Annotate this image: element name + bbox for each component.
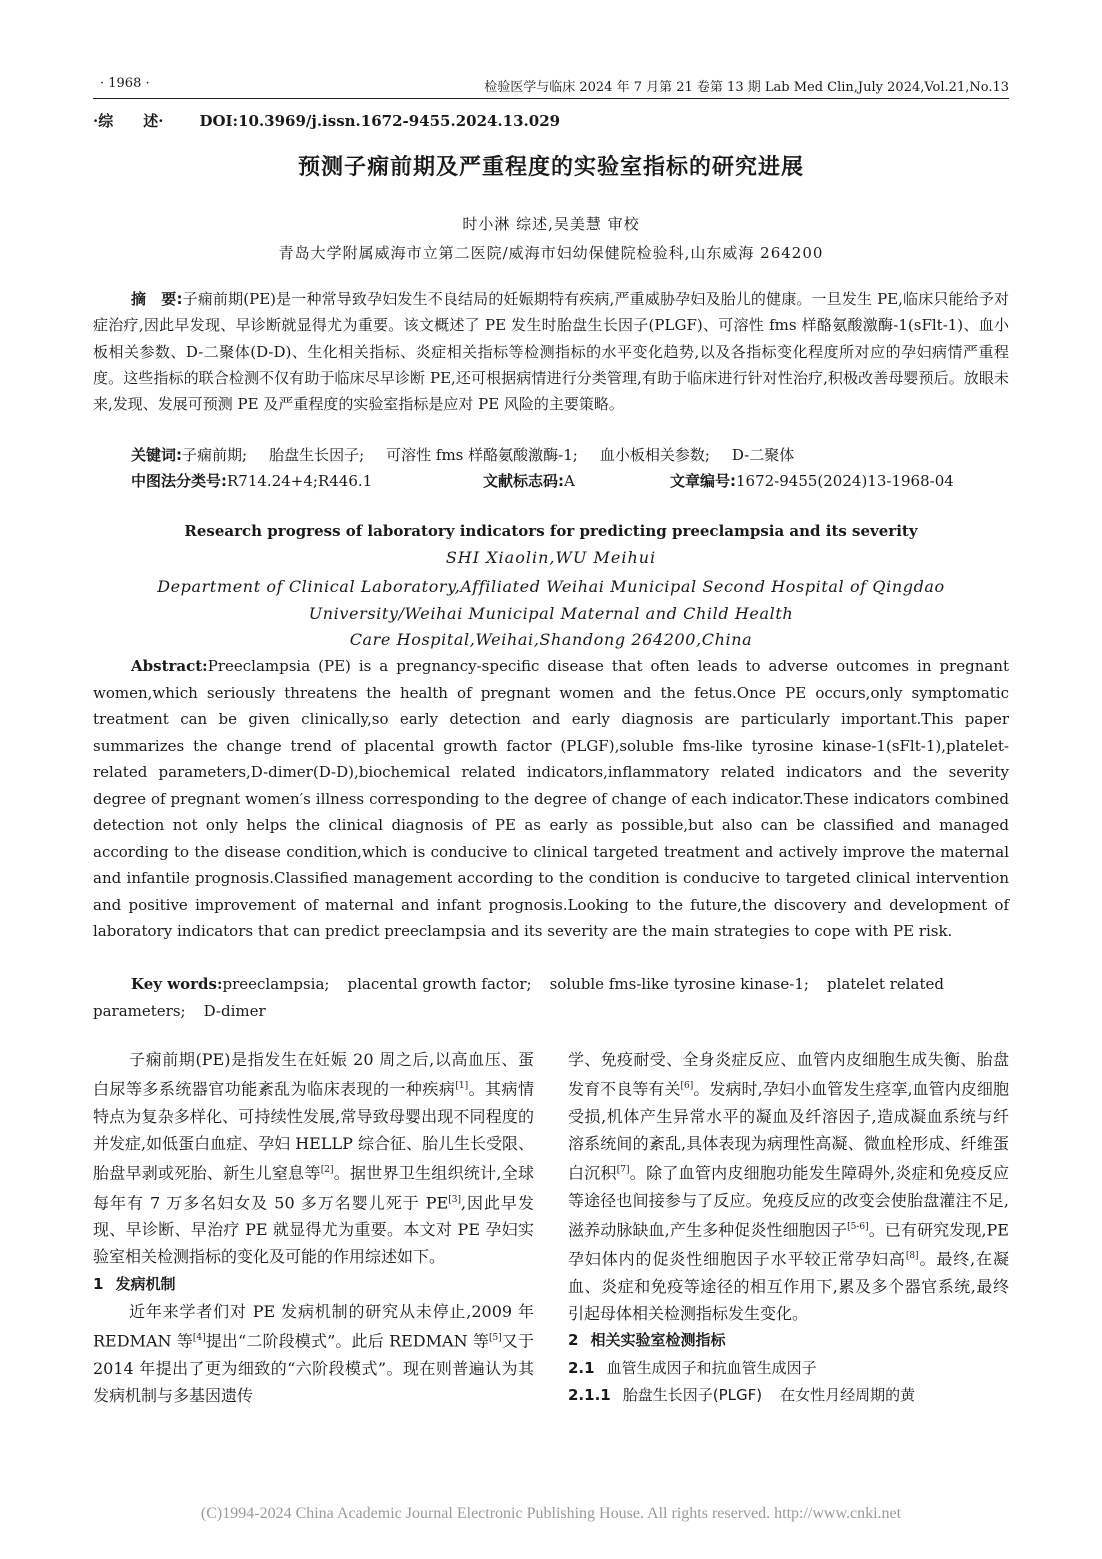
text-run: 。已有研究发现,PE 孕妇体内的促炎性细胞因子水平较正常孕妇高 [568,1220,1009,1269]
heading-text: 发病机制 [115,1274,176,1293]
heading-text: 血管生成因子和抗血管生成因子 [606,1358,817,1377]
abstract-cn-label: 摘 要: [131,290,183,308]
paragraph-start: 在女性月经周期的黄 [780,1385,916,1404]
citation: [2] [320,1165,334,1176]
keyword-cn: 子痫前期; [182,446,248,464]
heading-number: 1 [93,1274,104,1293]
section-line [93,110,560,131]
art-value: 1672-9455(2024)13-1968-04 [736,472,954,490]
copyright-footer: (C)1994-2024 China Academic Journal Electronic Publishing House. All rights reserved. http://www.cnki.net [200,1505,902,1522]
article-number [670,470,954,491]
text-run: 近年来学者们对 PE 发病机制的研究从未停止,2009 年 REDMAN 等 [93,1301,534,1351]
body-column-left [93,1046,534,1409]
english-affiliation [0,574,1102,654]
subsection-heading-2-1 [568,1355,1009,1382]
citation: [8] [905,1251,919,1262]
citation: [1] [455,1081,469,1092]
section-heading-2 [568,1327,1009,1354]
keyword-en: platelet related parameters; [93,975,944,1020]
text-run: 。发病时,孕妇小血管发生痉挛,血管内皮细胞受损,机体产生异常水平的凝血及纤溶因子,造成凝血系统与纤溶系统间的紊乱,具体表现为病理性高凝、微血栓形成、纤维蛋白沉积 [568,1079,1009,1183]
clc-number [131,470,372,491]
heading-number: 2 [568,1331,579,1350]
keyword-en: soluble fms-like tyrosine kinase-1; [549,975,809,993]
subsection-heading-2-1-1 [568,1382,1009,1409]
citation: [7] [616,1165,630,1176]
keywords-cn-label: 关键词: [131,446,182,464]
keyword-en: preeclampsia; [222,975,330,993]
keywords-en-label: Key words: [131,975,223,993]
text-run: 提出“二阶段模式”。此后 REDMAN 等 [205,1331,489,1351]
abstract-cn [93,286,1009,417]
abstract-cn-text: 子痫前期(PE)是一种常导致孕妇发生不良结局的妊娠期特有疾病,严重威胁孕妇及胎儿的健康。一旦发生 PE,临床只能给予对症治疗,因此早发现、早诊断就显得尤为重要。该文概述了 PE 发生时胎盘生长因子(PLGF)、可溶性 fms 样酪氨酸激酶-1(sFlt-1)、血小板相关参数、D-二聚体(D-D)、生化相关指标、炎症相关指标等检测指标的水平变化趋势,以及各指标变化程度所对应的孕妇病情严重程度。这些指标的联合检测不仅有助于临床尽早诊断 PE,还可根据病情进行分类管理,有助于临床进行针对性治疗,积极改善母婴预后。放眼未来,发现、发展可预测 PE 及严重程度的实验室指标是应对 PE 风险的主要策略。 [93,290,1009,414]
text-run: 子痫前期(PE)是指发生在妊娠 20 周之后,以高血压、蛋白尿等多系统器官功能紊乱为临床表现的一种疾病 [93,1050,534,1099]
heading-number: 2.1.1 [568,1385,611,1404]
clc-value: R714.24+4;R446.1 [227,472,373,490]
citation: [3] [448,1194,461,1205]
intro-paragraph [93,1046,534,1271]
affiliation: 青岛大学附属威海市立第二医院/威海市妇幼保健院检验科,山东威海 264200 [278,244,824,262]
body-column-right [568,1046,1009,1409]
citation: [4] [192,1333,206,1344]
text-run: 。最终,在凝血、炎症和免疫等途径的相互作用下,累及多个器官系统,最终引起母体相关检测指标发生变化。 [568,1249,1009,1324]
document-code [483,470,575,491]
citation: [5-6] [847,1221,869,1232]
keyword-en: placental growth factor; [347,975,532,993]
text-run: ,因此早发现、早诊断、早治疗 PE 就显得尤为重要。本文对 PE 孕妇实验室相关检测指标的变化及可能的作用综述如下。 [93,1193,534,1267]
text-run: 。其病情特点为复杂多样化、可持续性发展,常导致母婴出现不同程度的并发症,如低蛋白血症、孕妇 HELLP 综合征、胎儿生长受限、胎盘早剥或死胎、新生儿窒息等 [93,1079,534,1183]
abstract-en-label: Abstract: [131,657,208,675]
english-affiliation-line: Department of Clinical Laboratory,Affiliated Weihai Municipal Second Hospital of Qingdao [157,577,945,596]
english-affiliation-line: Care Hospital,Weihai,Shandong 264200,China [349,630,753,649]
keywords-en [93,971,1009,1024]
text-run: 。除了血管内皮细胞功能发生障碍外,炎症和免疫反应等途径也间接参与了反应。免疫反应的改变会使胎盘灌注不足,滋养动脉缺血,产生多种促炎性细胞因子 [568,1163,1009,1240]
keyword-cn: 血小板相关参数; [599,446,710,464]
text-run: 学、免疫耐受、全身炎症反应、血管内皮细胞生成失衡、胎盘发育不良等有关 [568,1050,1009,1099]
english-title: Research progress of laboratory indicators for predicting preeclampsia and its severity [184,522,918,540]
abstract-en [93,653,1009,945]
english-affiliation-line: University/Weihai Municipal Maternal and Child Health [308,603,794,623]
clc-label: 中图法分类号: [131,472,227,490]
keyword-cn: D-二聚体 [731,446,795,464]
doi: DOI:10.3969/j.issn.1672-9455.2024.13.029 [199,112,561,130]
abstract-en-text: Preeclampsia (PE) is a pregnancy-specific disease that often leads to adverse outcomes in pregnant women,which seriously threatens the health of pregnant women and the fetus.Once PE occurs,only symptomatic treatment can be given clinically,so early detection and early diagnosis are particularly important.This paper summarizes the change trend of placental growth factor (PLGF),soluble fms-like tyrosine kinase-1(sFlt-1),platelet-related parameters,D-dimer(D-D),biochemical related indicators,inflammatory related indicators and the severity degree of pregnant women′s illness corresponding to the degree of change of each indicator.These indicators combined detection not only helps the clinical diagnosis of PE as early as possible,but also can be classified and managed according to the disease condition,which is conducive to clinical targeted treatment and actively improve the maternal and infantile prognosis.Classified management according to the condition is conducive to targeted clinical intervention and positive improvement of maternal and infant prognosis.Looking to the future,the discovery and development of laboratory indicators that can predict preeclampsia and its severity are the main strategies to cope with PE risk. [93,657,1009,940]
heading-number: 2.1 [568,1358,595,1377]
text-run: 。据世界卫生组织统计,全球每年有 7 万多名妇女及 50 多万名婴儿死于 PE [93,1163,534,1212]
article-title: 预测子痫前期及严重程度的实验室指标的研究进展 [297,155,804,180]
art-label: 文章编号: [670,472,736,490]
mechanism-paragraph-cont [568,1046,1009,1327]
text-run: 又于 2014 年提出了更为细致的“六阶段模式”。现在则普遍认为其发病机制与多基因遗传 [93,1331,534,1405]
citation: [6] [680,1081,694,1092]
keyword-en: D-dimer [203,1001,266,1020]
section-heading-1 [93,1271,534,1298]
authors: 时小淋 综述,吴美慧 审校 [462,215,640,233]
doc-label: 文献标志码: [483,472,564,490]
english-authors: SHI Xiaolin,WU Meihui [445,548,657,567]
section-label: ·综 述· [93,112,164,130]
heading-text: 相关实验室检测指标 [590,1331,726,1350]
page-number: · 1968 · [100,76,150,91]
keywords-cn [131,442,1009,468]
keyword-cn: 可溶性 fms 样酪氨酸激酶-1; [386,446,578,464]
keyword-cn: 胎盘生长因子; [269,446,365,464]
header-rule [93,98,1009,99]
doc-value: A [564,472,575,490]
heading-text: 胎盘生长因子(PLGF) [622,1385,763,1404]
mechanism-paragraph [93,1298,534,1409]
journal-header: 检验医学与临床 2024 年 7 月第 21 卷第 13 期 Lab Med Clin,July 2024,Vol.21,No.13 [484,80,1009,95]
citation: [5] [488,1333,502,1344]
